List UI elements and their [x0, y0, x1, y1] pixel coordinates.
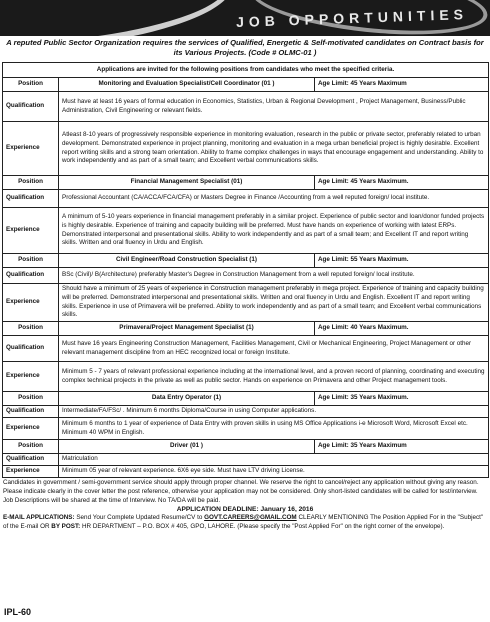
experience-label: Experience [3, 418, 59, 440]
qualification-label: Qualification [3, 190, 59, 208]
qualification-label: Qualification [3, 336, 59, 362]
age-limit: Age Limit: 35 Years Maximum. [315, 392, 489, 406]
footer-note: Candidates in government / semi-government service should apply through proper channel. We reserve the right to cancel/reject any application without giving any reason. Please indicate clearly in the cover letter the post reference, otherwise your application may not be considered. Only short-listed candidates will be called for test/interview. Job Descriptions will be shared at the time of Interview. No TA/DA will be paid. [3, 479, 479, 504]
position-label: Position [3, 78, 59, 92]
experience-label: Experience [3, 208, 59, 254]
qualification-text: Professional Accountant (CA/ACCA/FCA/CFA) or Masters Degree in Finance /Accounting from a well reputed foreign/ local institute. [59, 190, 489, 208]
position-title: Data Entry Operator (1) [59, 392, 315, 406]
email-address-link[interactable]: GOVT.CAREERS@GMAIL.COM [204, 514, 297, 521]
post-text: HR DEPARTMENT – P.O. BOX # 405, GPO, LAHORE. (Please specify the "Post Applied For" on the right corner of the envelope). [81, 522, 445, 530]
qualification-text: Must have 16 years Engineering Construction Management, Facilities Management, Civil or Mechanical Engineering, Project Management or other relevant management discipline from an HEC recognized local or foreign Institute. [59, 336, 489, 362]
position-label: Position [3, 322, 59, 336]
qualification-label: Qualification [3, 92, 59, 122]
qualification-label: Qualification [3, 406, 59, 418]
position-title: Primavera/Project Management Specialist (1) [59, 322, 315, 336]
experience-text: Minimum 6 months to 1 year of experience of Data Entry with proven skills in using MS Office Applications i-e Microsoft Word, Microsoft Excel etc. Minimum 40 WPM in English. [59, 418, 489, 440]
position-label: Position [3, 440, 59, 454]
email-label: E-MAIL APPLICATIONS: [3, 514, 75, 521]
position-label: Position [3, 254, 59, 268]
positions-table [2, 62, 489, 478]
qualification-label: Qualification [3, 454, 59, 466]
position-title: Financial Management Specialist (01) [59, 176, 315, 190]
age-limit: Age Limit: 45 Years Maximum [315, 78, 489, 92]
age-limit: Age Limit: 35 Years Maximum [315, 440, 489, 454]
experience-label: Experience [3, 466, 59, 478]
qualification-text: Must have at least 16 years of formal education in Economics, Statistics, Urban & Regional Development , Project Management, Business/Public Administration, Civil Engineering or relevant fields. [59, 92, 489, 122]
email-text-before: Send Your Complete Updated Resume/CV to [76, 514, 203, 521]
intro-text: A reputed Public Sector Organization requires the services of Qualified, Energetic & Self-motivated candidates on Contract basis for its Various Projects. (Code # OLMC-01 ) [6, 38, 484, 57]
qualification-text: Intermediate/FA/FSc/ . Minimum 6 months Diploma/Course in using Computer applications. [59, 406, 489, 418]
experience-text: Minimum 5 - 7 years of relevant professional experience including at the international level, and a proven record of planning, coordinating and executing complex technical projects in the private as well as public sector. Hands on experience on Primavera and other Project management tools. [59, 362, 489, 392]
position-label: Position [3, 392, 59, 406]
email-applications [3, 514, 487, 532]
experience-text: A minimum of 5-10 years experience in financial management preferably in a similar project. Experience of public sector and loan/donor funded projects is highly desirable. Experience of training and capacity building will be preferred. Must have hands on experience of working with latest ERPs. Demonstrated interpersonal and presentational skills. Ability to work independently and as part of a small team; and Excellent IT and report writing skills. Written and oral fluency in Urdu and English. [59, 208, 489, 254]
application-deadline: APPLICATION DEADLINE: January 16, 2016 [176, 506, 314, 513]
email-text-after: CLEARLY MENTIONING The Position Applied For in the "Subject" of the E-mail OR [3, 514, 484, 530]
experience-text: Should have a minimum of 25 years of experience in Construction management preferably in mega project. Experience of training and capacity building will be preferred. Demonstrated interpersonal and presentational skills. Written and oral fluency in Urdu and English. Excellent IT and report writing skills. Experience in use of Primavera will be preferred. Ability to work independently and as part of a small team; and Excellent verbal communications skills. [59, 284, 489, 322]
position-title: Driver (01 ) [59, 440, 315, 454]
qualification-label: Qualification [3, 268, 59, 284]
qualification-text: Matriculation [59, 454, 489, 466]
experience-label: Experience [3, 122, 59, 176]
age-limit: Age Limit: 55 Years Maximum. [315, 254, 489, 268]
experience-label: Experience [3, 284, 59, 322]
ad-code: IPL-60 [4, 607, 32, 617]
experience-label: Experience [3, 362, 59, 392]
age-limit: Age Limit: 40 Years Maximum. [315, 322, 489, 336]
decorative-swoosh [0, 0, 236, 36]
position-title: Civil Engineer/Road Construction Specialist (1) [59, 254, 315, 268]
experience-text: Minimum 05 year of relevant experience. 6X6 eye side. Must have LTV driving License. [59, 466, 489, 478]
banner-title: JOB OPPORTUNITIES [235, 5, 469, 31]
position-label: Position [3, 176, 59, 190]
header-banner [0, 0, 490, 36]
post-label: BY POST: [51, 522, 81, 530]
applications-lead: Applications are invited for the following positions from candidates who meet the specified criteria. [3, 63, 489, 78]
experience-text: Atleast 8-10 years of progressively responsible experience in monitoring evaluation, research in the public or private sector, preferably related to urban development. Demonstrated experience in project planning, monitoring and evaluation in a mega urban beneficial project is highly desirable. Excellent report writing skills and a strong team orientation. Ability to frame complex challenges in ways that encourage engagement and understanding. Ability to work independently and as part of a small team; and Excellent verbal communications skills. [59, 122, 489, 176]
age-limit: Age Limit: 45 Years Maximum. [315, 176, 489, 190]
qualification-text: BSc (Civil)/ B(Architecture) preferably Master's Degree in Construction Management from a well reputed foreign/ local institute. [59, 268, 489, 284]
position-title: Monitoring and Evaluation Specialist/Cell Coordinator (01 ) [59, 78, 315, 92]
